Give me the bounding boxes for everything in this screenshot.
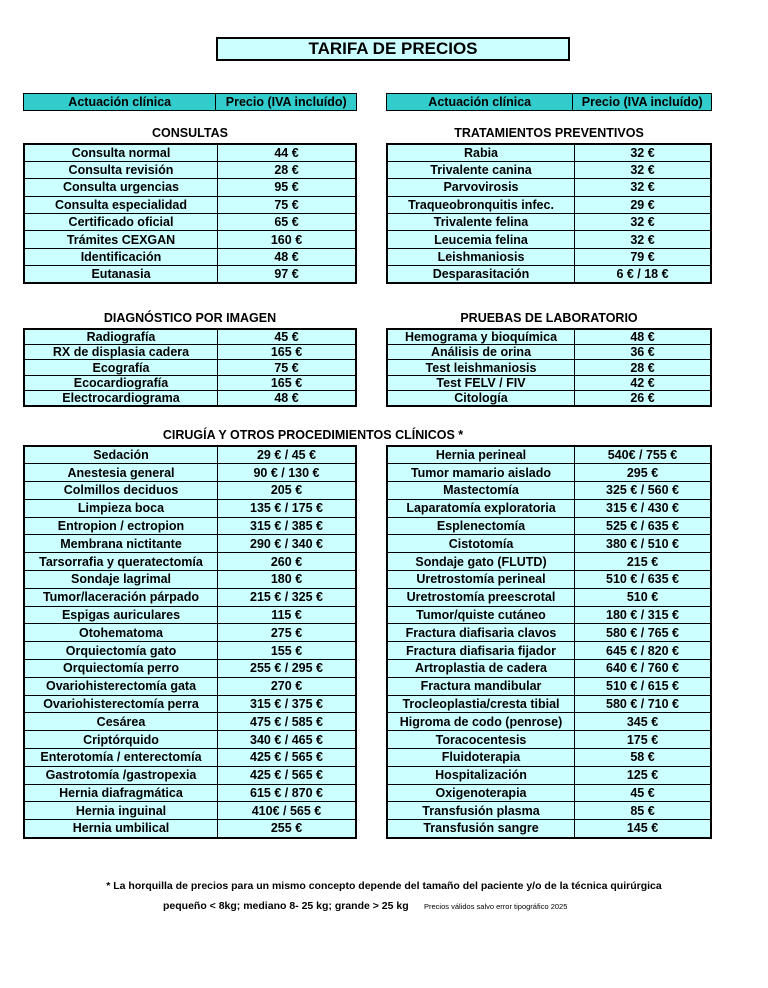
procedure-name: Ecografía [24, 360, 218, 375]
procedure-price: 165 € [218, 375, 357, 390]
procedure-price: 580 € / 765 € [575, 624, 712, 642]
procedure-price: 85 € [575, 802, 712, 820]
table-row [24, 713, 356, 731]
procedure-price: 95 € [218, 179, 357, 196]
procedure-price: 205 € [218, 482, 357, 500]
procedure-name: Colmillos deciduos [24, 482, 218, 500]
procedure-name: Ecocardiografía [24, 375, 218, 390]
procedure-price: 160 € [218, 231, 357, 248]
table-row [24, 499, 356, 517]
footnote-validity: Precios válidos salvo error tipográfico 2025 [424, 902, 568, 911]
procedure-price: 29 € / 45 € [218, 446, 357, 464]
procedure-price: 155 € [218, 642, 357, 660]
procedure-name: Toracocentesis [387, 731, 575, 749]
procedure-price: 180 € / 315 € [575, 606, 712, 624]
procedure-name: Espigas auriculares [24, 606, 218, 624]
procedure-price: 315 € / 430 € [575, 499, 712, 517]
table-row [387, 248, 711, 265]
procedure-price: 580 € / 710 € [575, 695, 712, 713]
procedure-name: Rabia [387, 144, 575, 161]
procedure-price: 270 € [218, 677, 357, 695]
table-row [387, 784, 711, 802]
procedure-price: 215 € / 325 € [218, 588, 357, 606]
table-row [24, 571, 356, 589]
procedure-name: Hernia perineal [387, 446, 575, 464]
procedure-name: Radiografía [24, 329, 218, 345]
procedure-price: 425 € / 565 € [218, 749, 357, 767]
procedure-name: Trivalente felina [387, 214, 575, 231]
table-row [24, 784, 356, 802]
procedure-price: 48 € [218, 248, 357, 265]
table-row [24, 360, 356, 375]
procedure-name: Tumor mamario aislado [387, 464, 575, 482]
page-title: TARIFA DE PRECIOS [216, 37, 570, 61]
section-title-imagen: DIAGNÓSTICO POR IMAGEN [103, 311, 277, 325]
procedure-name: Cesárea [24, 713, 218, 731]
header-actuacion: Actuación clínica [24, 94, 216, 110]
procedure-price: 75 € [218, 360, 357, 375]
table-row [24, 266, 356, 283]
table-row [387, 624, 711, 642]
footnote-range: * La horquilla de precios para un mismo concepto depende del tamaño del paciente y/o de la técnica quirúrgica [106, 880, 662, 892]
table-row [387, 713, 711, 731]
procedure-name: Ovariohisterectomía perra [24, 695, 218, 713]
procedure-name: Leishmaniosis [387, 248, 575, 265]
procedure-price: 255 € / 295 € [218, 660, 357, 678]
procedure-name: Identificación [24, 248, 218, 265]
procedure-name: Orquiectomía perro [24, 660, 218, 678]
procedure-price: 380 € / 510 € [575, 535, 712, 553]
procedure-name: Hernia diafragmática [24, 784, 218, 802]
procedure-price: 640 € / 760 € [575, 660, 712, 678]
header-actuacion: Actuación clínica [387, 94, 573, 110]
table-row [387, 677, 711, 695]
section-title-consultas: CONSULTAS [152, 126, 228, 140]
table-row [24, 588, 356, 606]
table-row [24, 535, 356, 553]
table-row [387, 144, 711, 161]
table-row [387, 588, 711, 606]
header-precio: Precio (IVA incluído) [225, 95, 347, 109]
procedure-price: 58 € [575, 749, 712, 767]
procedure-name: Certificado oficial [24, 214, 218, 231]
procedure-name: Fluidoterapia [387, 749, 575, 767]
procedure-price: 65 € [218, 214, 357, 231]
procedure-price: 315 € / 375 € [218, 695, 357, 713]
procedure-price: 615 € / 870 € [218, 784, 357, 802]
procedure-name: Entropion / ectropion [24, 517, 218, 535]
procedure-price: 215 € [575, 553, 712, 571]
price-table-cirugia-right [386, 445, 712, 839]
procedure-price: 97 € [218, 266, 357, 283]
table-row [24, 695, 356, 713]
procedure-name: Tarsorrafia y queratectomía [24, 553, 218, 571]
procedure-price: 325 € / 560 € [575, 482, 712, 500]
table-row [24, 482, 356, 500]
procedure-price: 75 € [218, 196, 357, 213]
table-row [24, 179, 356, 196]
table-row [387, 766, 711, 784]
procedure-price: 165 € [218, 345, 357, 360]
procedure-name: Sondaje lagrimal [24, 571, 218, 589]
table-row [24, 553, 356, 571]
table-row [387, 329, 711, 345]
header-right [386, 93, 712, 111]
procedure-name: Trivalente canina [387, 161, 575, 178]
table-row [24, 802, 356, 820]
table-row [387, 196, 711, 213]
procedure-price: 175 € [575, 731, 712, 749]
procedure-name: Otohematoma [24, 624, 218, 642]
procedure-price: 345 € [575, 713, 712, 731]
procedure-price: 45 € [575, 784, 712, 802]
procedure-name: Cistotomía [387, 535, 575, 553]
section-title-laboratorio: PRUEBAS DE LABORATORIO [460, 311, 638, 325]
procedure-price: 90 € / 130 € [218, 464, 357, 482]
procedure-name: Sedación [24, 446, 218, 464]
table-row [24, 329, 356, 345]
table-row [24, 391, 356, 407]
table-row [24, 517, 356, 535]
procedure-name: Fractura diafisaria fijador [387, 642, 575, 660]
table-row [24, 161, 356, 178]
price-table-preventivos [386, 143, 712, 284]
procedure-price: 125 € [575, 766, 712, 784]
procedure-name: Anestesia general [24, 464, 218, 482]
procedure-name: RX de displasia cadera [24, 345, 218, 360]
table-row [24, 196, 356, 213]
price-table-imagen [23, 328, 357, 407]
procedure-price: 260 € [218, 553, 357, 571]
table-row [387, 375, 711, 390]
procedure-name: Consulta urgencias [24, 179, 218, 196]
footnote-sizes: pequeño < 8kg; mediano 8- 25 kg; grande > 25 kg [163, 900, 409, 912]
procedure-name: Transfusión plasma [387, 802, 575, 820]
procedure-price: 32 € [575, 214, 712, 231]
table-row [387, 266, 711, 283]
procedure-name: Sondaje gato (FLUTD) [387, 553, 575, 571]
procedure-price: 48 € [575, 329, 712, 345]
procedure-name: Tumor/laceración párpado [24, 588, 218, 606]
procedure-name: Mastectomía [387, 482, 575, 500]
procedure-name: Consulta normal [24, 144, 218, 161]
procedure-price: 180 € [218, 571, 357, 589]
table-row [387, 802, 711, 820]
table-row [387, 749, 711, 767]
procedure-price: 45 € [218, 329, 357, 345]
procedure-name: Orquiectomía gato [24, 642, 218, 660]
procedure-price: 295 € [575, 464, 712, 482]
table-row [387, 214, 711, 231]
table-row [387, 820, 711, 838]
table-row [24, 375, 356, 390]
procedure-price: 42 € [575, 375, 712, 390]
procedure-price: 32 € [575, 144, 712, 161]
table-row [24, 606, 356, 624]
table-row [387, 695, 711, 713]
procedure-name: Fractura mandibular [387, 677, 575, 695]
procedure-price: 315 € / 385 € [218, 517, 357, 535]
procedure-price: 32 € [575, 161, 712, 178]
procedure-name: Consulta revisión [24, 161, 218, 178]
table-row [387, 660, 711, 678]
procedure-name: Artroplastia de cadera [387, 660, 575, 678]
procedure-name: Análisis de orina [387, 345, 575, 360]
procedure-name: Laparatomía exploratoria [387, 499, 575, 517]
procedure-name: Hernia inguinal [24, 802, 218, 820]
procedure-price: 540€ / 755 € [575, 446, 712, 464]
procedure-price: 36 € [575, 345, 712, 360]
procedure-price: 6 € / 18 € [575, 266, 712, 283]
procedure-name: Test leishmaniosis [387, 360, 575, 375]
table-row [24, 231, 356, 248]
price-table-consultas [23, 143, 357, 284]
section-title-cirugia: CIRUGÍA Y OTROS PROCEDIMIENTOS CLÍNICOS * [162, 428, 464, 442]
table-row [24, 248, 356, 265]
table-row [387, 345, 711, 360]
table-row [24, 660, 356, 678]
procedure-name: Desparasitación [387, 266, 575, 283]
procedure-name: Criptórquido [24, 731, 218, 749]
procedure-name: Electrocardiograma [24, 391, 218, 407]
procedure-price: 275 € [218, 624, 357, 642]
procedure-name: Limpieza boca [24, 499, 218, 517]
table-row [387, 231, 711, 248]
procedure-price: 79 € [575, 248, 712, 265]
table-row [387, 482, 711, 500]
table-row [387, 731, 711, 749]
table-row [24, 820, 356, 838]
table-row [24, 144, 356, 161]
procedure-price: 255 € [218, 820, 357, 838]
procedure-name: Trocleoplastia/cresta tibial [387, 695, 575, 713]
procedure-name: Citología [387, 391, 575, 407]
table-row [24, 446, 356, 464]
procedure-name: Parvovirosis [387, 179, 575, 196]
table-row [24, 214, 356, 231]
procedure-price: 29 € [575, 196, 712, 213]
procedure-price: 510 € / 615 € [575, 677, 712, 695]
table-row [24, 624, 356, 642]
procedure-price: 475 € / 585 € [218, 713, 357, 731]
procedure-name: Consulta especialidad [24, 196, 218, 213]
table-row [387, 446, 711, 464]
table-row [387, 499, 711, 517]
table-row [24, 464, 356, 482]
table-row [24, 642, 356, 660]
table-row [387, 571, 711, 589]
procedure-price: 645 € / 820 € [575, 642, 712, 660]
procedure-name: Membrana nictitante [24, 535, 218, 553]
table-row [24, 677, 356, 695]
procedure-name: Gastrotomía /gastropexia [24, 766, 218, 784]
procedure-price: 510 € [575, 588, 712, 606]
procedure-price: 28 € [575, 360, 712, 375]
table-row [387, 391, 711, 407]
procedure-price: 525 € / 635 € [575, 517, 712, 535]
procedure-price: 510 € / 635 € [575, 571, 712, 589]
procedure-name: Traqueobronquitis infec. [387, 196, 575, 213]
procedure-price: 48 € [218, 391, 357, 407]
procedure-price: 145 € [575, 820, 712, 838]
price-table-laboratorio [386, 328, 712, 407]
table-row [387, 606, 711, 624]
table-row [24, 749, 356, 767]
table-row [24, 766, 356, 784]
header-left [23, 93, 357, 111]
procedure-price: 28 € [218, 161, 357, 178]
table-row [387, 161, 711, 178]
table-row [24, 345, 356, 360]
procedure-name: Esplenectomía [387, 517, 575, 535]
procedure-price: 32 € [575, 231, 712, 248]
procedure-name: Tumor/quiste cutáneo [387, 606, 575, 624]
table-row [387, 464, 711, 482]
procedure-price: 26 € [575, 391, 712, 407]
table-row [387, 517, 711, 535]
header-precio: Precio (IVA incluído) [581, 95, 703, 109]
procedure-name: Uretrostomía perineal [387, 571, 575, 589]
procedure-name: Fractura diafisaria clavos [387, 624, 575, 642]
procedure-price: 425 € / 565 € [218, 766, 357, 784]
procedure-name: Test FELV / FIV [387, 375, 575, 390]
procedure-price: 410€ / 565 € [218, 802, 357, 820]
procedure-name: Hospitalización [387, 766, 575, 784]
procedure-name: Leucemia felina [387, 231, 575, 248]
procedure-price: 340 € / 465 € [218, 731, 357, 749]
procedure-price: 32 € [575, 179, 712, 196]
procedure-name: Transfusión sangre [387, 820, 575, 838]
table-row [387, 553, 711, 571]
table-row [387, 642, 711, 660]
procedure-price: 135 € / 175 € [218, 499, 357, 517]
procedure-name: Hemograma y bioquímica [387, 329, 575, 345]
table-row [387, 179, 711, 196]
procedure-price: 290 € / 340 € [218, 535, 357, 553]
procedure-price: 44 € [218, 144, 357, 161]
procedure-name: Ovariohisterectomía gata [24, 677, 218, 695]
price-table-cirugia-left [23, 445, 357, 839]
procedure-name: Trámites CEXGAN [24, 231, 218, 248]
procedure-price: 115 € [218, 606, 357, 624]
section-title-preventivos: TRATAMIENTOS PREVENTIVOS [454, 126, 644, 140]
procedure-name: Eutanasia [24, 266, 218, 283]
procedure-name: Oxigenoterapia [387, 784, 575, 802]
table-row [387, 535, 711, 553]
table-row [387, 360, 711, 375]
table-row [24, 731, 356, 749]
procedure-name: Uretrostomía preescrotal [387, 588, 575, 606]
procedure-name: Higroma de codo (penrose) [387, 713, 575, 731]
procedure-name: Enterotomía / enterectomía [24, 749, 218, 767]
procedure-name: Hernia umbilical [24, 820, 218, 838]
